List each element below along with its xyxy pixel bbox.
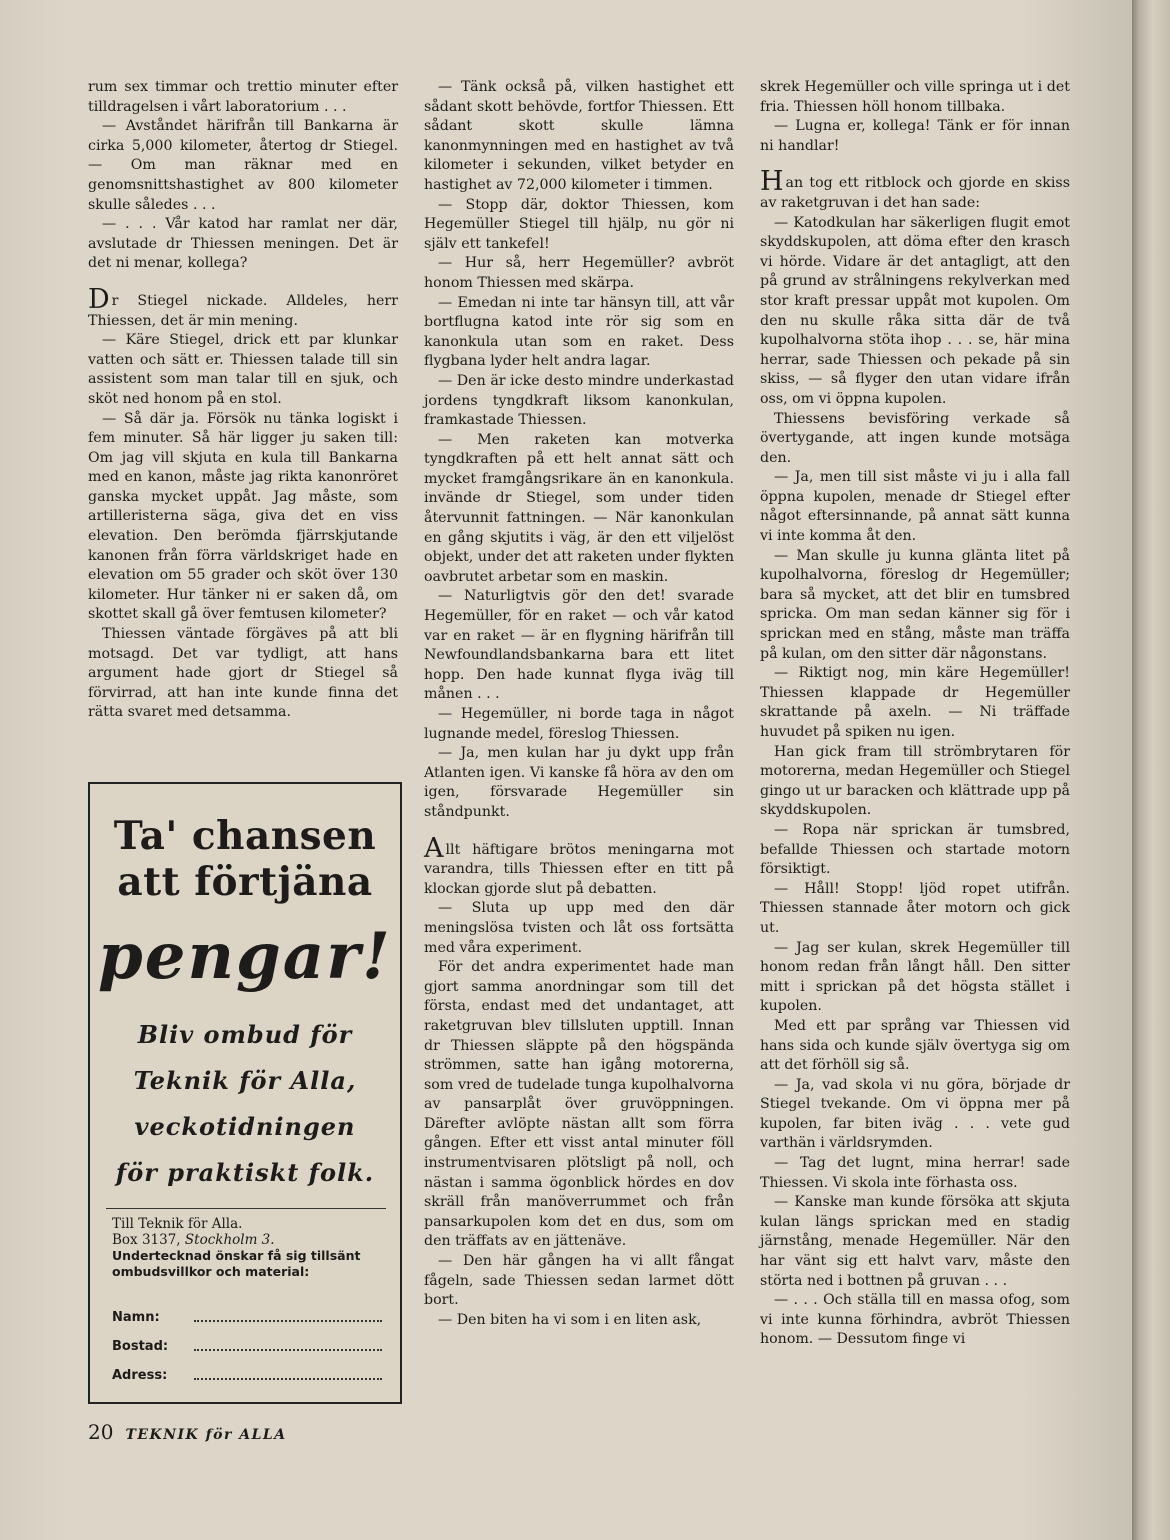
paragraph: — Tag det lugnt, mina herrar! sade Thiessen. Vi skola inte förhasta oss. — [760, 1155, 1070, 1191]
paragraph: skrek Hegemüller och ville springa ut i det fria. Thiessen höll honom tillbaka. — [760, 79, 1070, 115]
paragraph: — Så där ja. Försök nu tänka logiskt i fem minuter. Så här ligger ju saken till: Om jag vill skjuta en kula till Bankarna med en kanon, måste jag rikta kanonröret ganska mycket uppåt. Jag måste, som artilleristerna säga, giva det en viss elevation. Den berömda fjärrskjutande kanonen från förra världskriget hade en elevation om 55 grader och sköt över 130 kilometer. Hur tänker ni er saken då, om skottet skall gå över femtusen kilometer? — [88, 410, 398, 623]
coupon-home-label: Bostad: — [112, 1339, 169, 1354]
paragraph: — Den är icke desto mindre underkastad jordens tyngdkraft liksom kanonkulan, framkastade Thiessen. — [424, 372, 734, 429]
ad-headline-2: att förtjäna — [117, 859, 373, 905]
paragraph: — Naturligtvis gör den det! svarade Hegemüller, för en raket — och vår katod var en raket — är en flygning härifrån till Newfoundlandsbankarna bara ett litet hopp. Den hade kunnat flyga iväg till månen . . . — [424, 588, 734, 703]
page-number: 20 — [88, 1420, 114, 1444]
paragraph: Han tog ett ritblock och gjorde en skiss av raketgruvan i det han sade: — [760, 166, 1070, 211]
page-footer — [88, 1420, 287, 1444]
paragraph: — . . . Och ställa till en massa ofog, som vi inte kunna förhindra, avbröt Thiessen honom. — Dessutom finge vi — [760, 1292, 1070, 1348]
paragraph: Med ett par språng var Thiessen vid hans sida och kunde själv övertyga sig om att det förhöll sig så. — [760, 1017, 1070, 1074]
paragraph: — Håll! Stopp! ljöd ropet utifrån. Thiessen stannade åter motorn och gick ut. — [760, 880, 1070, 936]
paragraph: — Den här gången ha vi allt fångat fågeln, sade Thiessen sedan larmet dött bort. — [424, 1253, 734, 1309]
coupon-address-label: Adress: — [112, 1368, 168, 1383]
paragraph: — Stopp där, doktor Thiessen, kom Hegemüller Stiegel till hjälp, nu gör ni själv ett tankefel! — [424, 196, 734, 252]
paragraph: — Sluta up upp med den där meningslösa tvisten och låt oss fortsätta med våra experiment. — [424, 900, 734, 956]
ad-divider — [106, 1208, 386, 1209]
ad-line-2: Teknik för Alla, — [133, 1066, 357, 1095]
ad-line-4: för praktiskt folk. — [115, 1158, 375, 1187]
paragraph: För det andra experimentet hade man gjort samma anordningar som till det första, endast med det undantaget, att raketgruvan blev tillsluten upptill. Innan dr Thiessen släppte på den högspända strömmen, satte han igång motorerna, som vred de tudelade tunga kupolhalvorna av pansarplåt över gruvöppningen. Därefter avlöpte nästan allt som förra gången. Efter ett visst antal minuter föll instrumentvisaren plötsligt på noll, och nästan i samma ögonblick hördes en dov skräll från manöverrummet och från pansarkupolen kom det en dus, som om den träffats av en jättenäve. — [424, 959, 734, 1250]
coupon-address-field[interactable] — [112, 1368, 382, 1383]
paragraph: Thiessens bevisföring verkade så övertygande, att ingen kunde motsäga den. — [760, 410, 1070, 466]
paragraph: — Jag ser kulan, skrek Hegemüller till honom redan från långt håll. Den sitter mitt i sprickan på det högsta stället i kupolen. — [760, 939, 1070, 1015]
paragraph: Han gick fram till strömbrytaren för motorerna, medan Hegemüller och Stiegel gingo ut ur baracken och klättrade upp på skyddskupolen. — [760, 743, 1070, 819]
paragraph: rum sex timmar och trettio minuter efter tilldragelsen i vårt laboratorium . . . — [88, 79, 398, 115]
paragraph: — Riktigt nog, min käre Hegemüller! Thiessen klappade dr Hegemüller skrattande på axeln. — Ni träffade huvudet på spiken nu igen. — [760, 665, 1070, 740]
paragraph: — Emedan ni inte tar hänsyn till, att vår bortflugna katod inte rör sig som en kanonkula utan som en raket. Dess flygbana lyder helt andra lagar. — [424, 294, 734, 370]
paragraph: — Den biten ha vi som i en liten ask, — [438, 1311, 702, 1328]
coupon-name-field[interactable] — [112, 1310, 382, 1325]
paragraph: — Tänk också på, vilken hastighet ett sådant skott behövde, fortfor Thiessen. Ett sådant skott skulle lämna kanonmynningen med en hastighet av två kilometer i sekunden, vilket betyder en hastighet av 72,000 kilometer i timmen. — [424, 79, 734, 193]
paragraph: — Ja, vad skola vi nu göra, började dr Stiegel tvekande. Om vi öppna mer på kupolen, far biten iväg . . . vete gud varthän i världsrymden. — [760, 1076, 1070, 1152]
ad-headline-1: Ta' chansen — [113, 813, 377, 859]
drop-cap: H — [760, 166, 784, 198]
coupon-city: Stockholm 3. — [184, 1232, 275, 1248]
ad-script-word: pengar! — [97, 919, 393, 994]
coupon-box: Box 3137, — [112, 1232, 181, 1248]
paragraph: — Men raketen kan motverka tyngdkraften på ett helt annat sätt och mycket framgångsrikare än en kanonkula. invände dr Stiegel, som under tiden återvunnit fattningen. — När kanonkulan en gång skjutits i väg, är den ett viljelöst objekt, under det att raketen under flykten oavbrutet arbetar som en maskin. — [424, 431, 734, 585]
paragraph: Allt häftigare brötos meningarna mot varandra, tills Thiessen efter en titt på klockan gjorde slut på debatten. — [424, 832, 734, 897]
coupon-recipient: Till Teknik för Alla. — [112, 1216, 243, 1232]
paragraph: — Ropa när sprickan är tumsbred, befallde Thiessen och startade motorn försiktigt. — [760, 821, 1070, 878]
next-page-edge — [1132, 0, 1170, 1540]
paragraph: Dr Stiegel nickade. Alldeles, herr Thiessen, det är min mening. — [88, 283, 398, 329]
paragraph: — Ja, men till sist måste vi ju i alla fall öppna kupolen, menade dr Stiegel efter något eftersinnande, på annat sätt kunna vi inte komma åt den. — [760, 469, 1070, 545]
magazine-title: TEKNIK för ALLA — [125, 1427, 287, 1443]
text-column-3 — [760, 78, 1070, 1350]
paragraph: — Lugna er, kollega! Tänk er för innan ni handlar! — [760, 118, 1070, 154]
coupon-text: Undertecknad önskar få sig tillsänt ombudsvillkor och material: — [112, 1248, 361, 1279]
advertisement-box — [88, 782, 402, 1404]
paragraph: — . . . Vår katod har ramlat ner där, avslutade dr Thiessen meningen. Det är det ni menar, kollega? — [88, 216, 398, 272]
paragraph: — Avståndet härifrån till Bankarna är cirka 5,000 kilometer, återtog dr Stiegel. — Om man räknar med en genomsnittshastighet av 800 kilometer skulle således . . . — [88, 118, 398, 213]
paragraph: — Katodkulan har säkerligen flugit emot skyddskupolen, att döma efter den krasch vi hörde. Vidare är det antagligt, att den på grund av strålningens rekylverkan med stor kraft pressar uppåt mot kupolen. Om den nu skulle råka sitta där de två kupolhalvorna stöta ihop . . . se, här mina herrar, sade Thiessen och pekade på sin skiss, — så flyger den utan vidare ifrån oss, om vi öppna kupolen. — [760, 214, 1070, 407]
coupon-name-label: Namn: — [112, 1310, 160, 1325]
text-column-2 — [424, 78, 734, 1330]
paragraph: — Käre Stiegel, drick ett par klunkar vatten och sätt er. Thiessen talade till sin assistent som man talar till en sjuk, och sköt ned honom på en stol. — [88, 332, 398, 407]
coupon — [112, 1216, 382, 1280]
coupon-home-field[interactable] — [112, 1339, 382, 1354]
paragraph: — Hegemüller, ni borde taga in något lugnande medel, föreslog Thiessen. — [424, 706, 734, 742]
drop-cap: A — [424, 832, 444, 864]
paragraph: Thiessen väntade förgäves på att bli motsagd. Det var tydligt, att hans argument hade gjort dr Stiegel så förvirrad, att han inte kunde finna det rätta svaret med detsamma. — [88, 626, 398, 721]
coupon-address — [112, 1232, 382, 1248]
paragraph: — Ja, men kulan har ju dykt upp från Atlanten igen. Vi kanske få höra av den om igen, försvarade Hegemüller sin ståndpunkt. — [424, 745, 734, 820]
paragraph: — Hur så, herr Hegemüller? avbröt honom Thiessen med skärpa. — [424, 255, 734, 291]
text-column-1 — [88, 78, 398, 723]
paragraph: — Man skulle ju kunna glänta litet på kupolhalvorna, föreslog dr Hegemüller; bara så mycket, att det blir en tumsbred spricka. Om man sedan känner sig för i sprickan med en stång, måste man träffa på kulan, om den sitter där någonstans. — [760, 547, 1070, 662]
ad-line-1: Bliv ombud för — [137, 1020, 353, 1049]
paragraph: — Kanske man kunde försöka att skjuta kulan längs sprickan med en stadig järnstång, menade Hegemüller. När den har vänt sig ett halvt varv, måste den störta ned i bottnen på gruvan . . . — [760, 1194, 1070, 1289]
drop-cap: D — [88, 283, 110, 315]
ad-line-3: veckotidningen — [134, 1112, 356, 1141]
